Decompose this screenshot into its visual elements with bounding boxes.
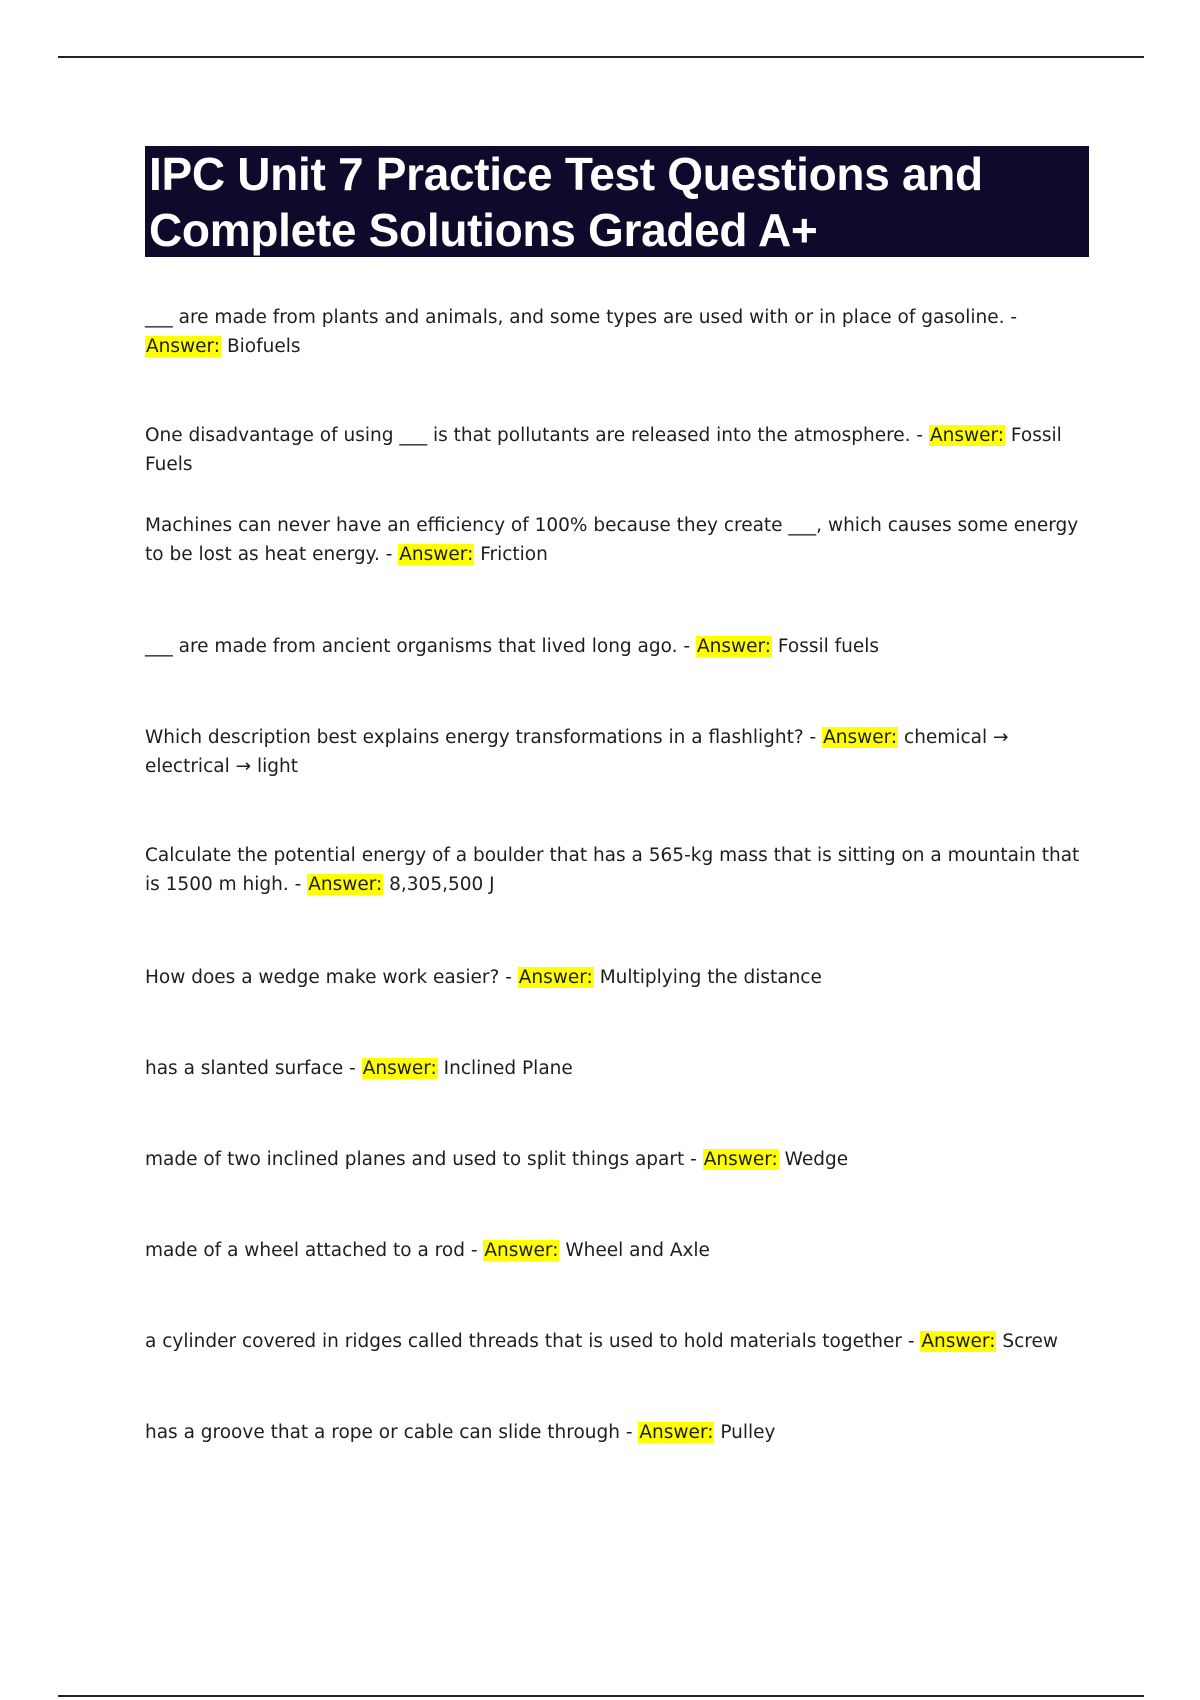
question-text: made of a wheel attached to a rod -	[145, 1240, 484, 1261]
answer-label: Answer:	[399, 544, 474, 565]
answer-label: Answer:	[703, 1149, 778, 1170]
page-title: IPC Unit 7 Practice Test Questions and Complete Solutions Graded A+	[149, 148, 983, 256]
question-text: Calculate the potential energy of a boulder that has a 565-kg mass that is sitting on a mountain that is 1500 m high. -	[145, 845, 1080, 895]
bottom-rule	[58, 1695, 1144, 1697]
answer-text: Inclined Plane	[443, 1058, 573, 1079]
question-text: has a groove that a rope or cable can slide through -	[145, 1422, 639, 1443]
qa-item	[145, 1054, 1095, 1083]
answer-text: 8,305,500 J	[389, 874, 495, 895]
answer-label: Answer:	[362, 1058, 437, 1079]
answer-text: Fossil Fuels	[145, 425, 1062, 475]
qa-item	[145, 421, 1095, 479]
answer-text: Pulley	[720, 1422, 776, 1443]
qa-item	[145, 1236, 1095, 1265]
answer-label: Answer:	[696, 636, 771, 657]
qa-item	[145, 723, 1095, 781]
qa-item	[145, 841, 1095, 899]
answer-label: Answer:	[518, 967, 593, 988]
answer-label: Answer:	[484, 1240, 559, 1261]
question-text: One disadvantage of using ___ is that pollutants are released into the atmosphere. -	[145, 425, 929, 446]
qa-item	[145, 1327, 1095, 1356]
answer-label: Answer:	[639, 1422, 714, 1443]
answer-text: Friction	[480, 544, 548, 565]
question-text: Which description best explains energy transformations in a flashlight? -	[145, 727, 823, 748]
top-rule	[58, 56, 1144, 58]
answer-text: Screw	[1002, 1331, 1058, 1352]
question-text: Machines can never have an efficiency of 100% because they create ___, which causes some energy to be lost as heat energy. -	[145, 515, 1079, 565]
question-text: has a slanted surface -	[145, 1058, 362, 1079]
qa-item	[145, 963, 1095, 992]
answer-text: Multiplying the distance	[599, 967, 822, 988]
question-text: ___ are made from ancient organisms that lived long ago. -	[145, 636, 696, 657]
qa-item	[145, 511, 1095, 569]
question-text: a cylinder covered in ridges called threads that is used to hold materials together -	[145, 1331, 921, 1352]
answer-label: Answer:	[146, 336, 221, 357]
answer-text: chemical → electrical → light	[145, 727, 1009, 777]
question-text: How does a wedge make work easier? -	[145, 967, 518, 988]
qa-item	[145, 1418, 1095, 1447]
answer-text: Fossil fuels	[777, 636, 880, 657]
answer-label: Answer:	[308, 874, 383, 895]
answer-label: Answer:	[823, 727, 898, 748]
answer-label: Answer:	[921, 1331, 996, 1352]
title-banner	[145, 146, 1089, 257]
answer-text: Wheel and Axle	[565, 1240, 710, 1261]
answer-text: Biofuels	[226, 336, 301, 357]
question-text: made of two inclined planes and used to split things apart -	[145, 1149, 703, 1170]
qa-item	[145, 632, 1095, 661]
qa-item	[145, 1145, 1095, 1174]
answer-text: Wedge	[784, 1149, 849, 1170]
question-text: ___ are made from plants and animals, and some types are used with or in place of gasoline. -	[145, 307, 1018, 328]
answer-label: Answer:	[929, 425, 1005, 446]
qa-item	[145, 303, 1095, 361]
